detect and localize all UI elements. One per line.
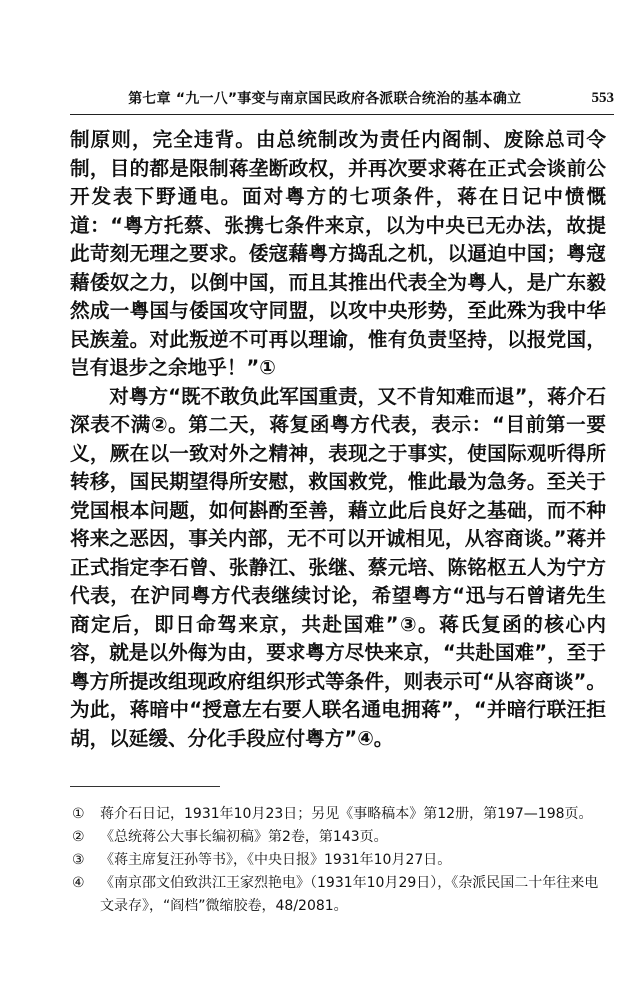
footnote-1: [70, 803, 608, 826]
footnote-text: 蒋介石日记，1931年10月23日；另见《事略稿本》第12册，第197—198页。: [100, 806, 593, 822]
footnotes: [70, 803, 608, 918]
footnote-mark: ①: [72, 806, 85, 822]
paragraph-1: 制原则，完全违背。由总统制改为责任内阁制、废除总司令制，目的都是限制蒋垄断政权，并再次要求蒋在正式会谈前公开发表下野通电。面对粤方的七项条件，蒋在日记中愤慨道：“粤方托蔡、张携七条件来京，以为中央已无办法，故提此苛刻无理之要求。倭寇藉粤方捣乱之机，以逼迫中国；粤寇藉倭奴之力，以倒中国，而且其推出代表全为粤人，是广东毅然成一粤国与倭国攻守同盟，以攻中央形势，至此殊为我中华民族羞。对此叛逆不可再以理谕，惟有负责坚持，以报党国，岂有退步之余地乎！”①: [70, 128, 606, 379]
footnote-text: 《南京邵文伯致洪江王家烈艳电》（1931年10月29日），《杂派民国二十年往来电文录存》，“阎档”微缩胶卷，48/2081。: [100, 875, 599, 914]
footnote-2: [70, 826, 608, 849]
footnote-mark: ④: [72, 875, 85, 891]
footnote-text: 《蒋主席复汪孙等书》，《中央日报》1931年10月27日。: [100, 852, 452, 868]
footnote-mark: ③: [72, 852, 85, 868]
running-header: [70, 86, 614, 115]
footnote-3: [70, 849, 608, 872]
main-text: [70, 126, 606, 753]
paragraph-2: 对粤方“既不敢负此军国重责，又不肯知难而退”，蒋介石深表不满②。第二天，蒋复函粤方代表，表示：“目前第一要义，厥在以一致对外之精神，表现之于事实，使国际观听得所转移，国民期望得所安慰，救国救党，惟此最为急务。至关于党国根本问题，如何斟酌至善，藉立此后良好之基础，而不种将来之恶因，事关内部，无不可以开诚相见，从容商谈。”蒋并正式指定李石曾、张静江、张继、蔡元培、陈铭枢五人为宁方代表，在沪同粤方代表继续讨论，希望粤方“迅与石曾诸先生商定后，即日命驾来京，共赴国难”③。蒋氏复函的核心内容，就是以外侮为由，要求粤方尽快来京，“共赴国难”，至于粤方所提改组现政府组织形式等条件，则表示可“从容商谈”。为此，蒋暗中“授意左右要人联名通电拥蒋”，“并暗行联汪拒胡，以延缓、分化手段应付粤方”④。: [70, 384, 606, 750]
page-number: 553: [591, 89, 614, 106]
footnote-text: 《总统蒋公大事长编初稿》第2卷，第143页。: [100, 829, 388, 845]
footnote-mark: ②: [72, 829, 85, 845]
chapter-title: 第七章 “九一八”事变与南京国民政府各派联合统治的基本确立: [128, 91, 522, 107]
footnote-4: [70, 872, 608, 918]
footnote-divider: [70, 786, 220, 787]
